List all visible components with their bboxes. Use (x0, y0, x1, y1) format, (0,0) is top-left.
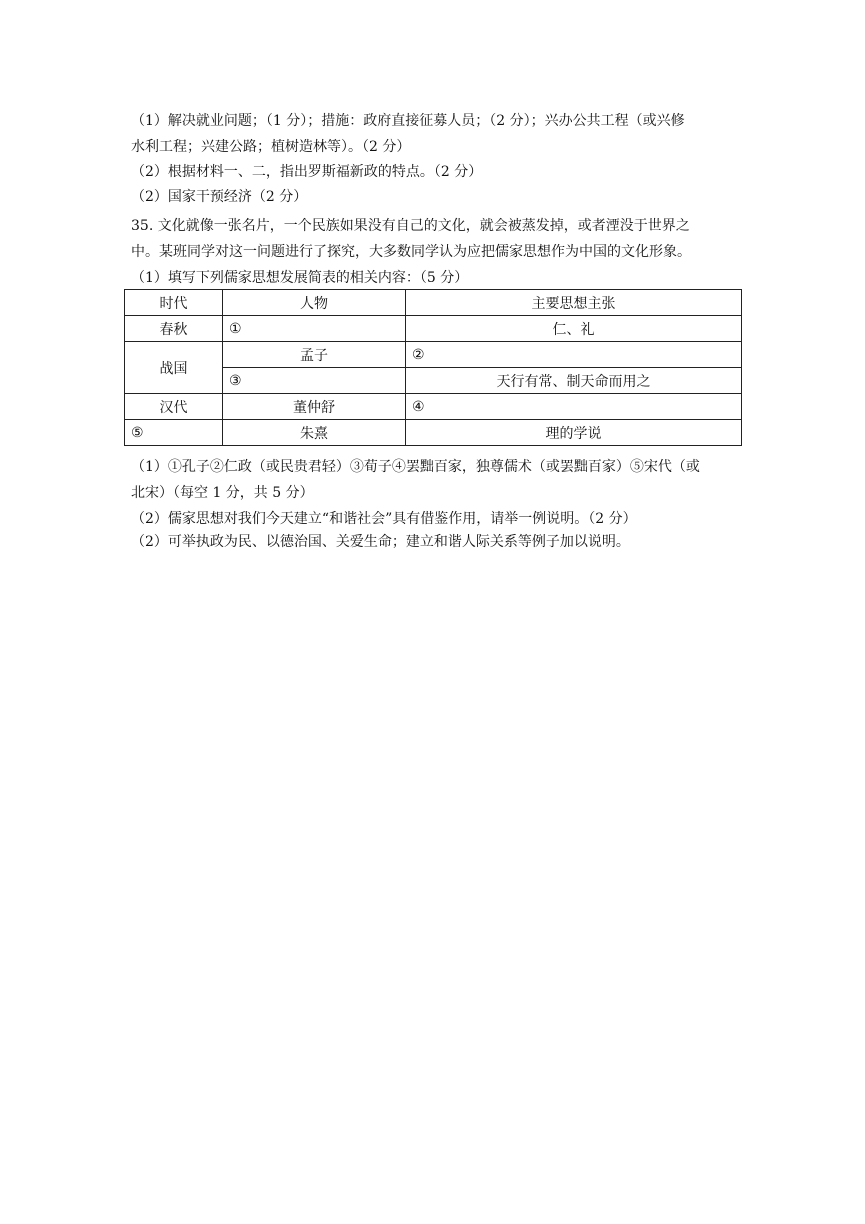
cell-person: ③ (223, 368, 406, 394)
cell-ideas: 天行有常、制天命而用之 (406, 368, 742, 394)
table-header-row (125, 290, 742, 316)
answer-35-2: （2）可举执政为民、以德治国、关爱生命；建立和谐人际关系等例子加以说明。 (131, 534, 630, 550)
question-line-3: （2）根据材料一、二，指出罗斯福新政的特点。（2 分） (131, 164, 483, 180)
question-35-sub1: （1）填写下列儒家思想发展简表的相关内容：（5 分） (131, 270, 469, 286)
header-person: 人物 (223, 290, 406, 316)
table-row (125, 342, 742, 368)
answer-line-4: （2）国家干预经济（2 分） (131, 189, 308, 205)
table-row (125, 394, 742, 420)
cell-era: ⑤ (125, 420, 223, 446)
cell-person: ① (223, 316, 406, 342)
cell-person: 孟子 (223, 342, 406, 368)
question-35-line-2: 中。某班同学对这一问题进行了探究，大多数同学认为应把儒家思想作为中国的文化形象。 (131, 244, 691, 260)
confucianism-table (124, 289, 741, 446)
header-era: 时代 (125, 290, 223, 316)
header-ideas: 主要思想主张 (406, 290, 742, 316)
answer-35-1-line-2: 北宋）（每空 1 分，共 5 分） (131, 485, 314, 501)
answer-line-1: （1）解决就业问题；（1 分）；措施：政府直接征募人员；（2 分）；兴办公共工程（或兴修 (131, 113, 685, 129)
cell-era: 战国 (125, 342, 223, 394)
cell-ideas: ④ (406, 394, 742, 420)
answer-35-1-line-1: （1）①孔子②仁政（或民贵君轻）③荀子④罢黜百家，独尊儒术（或罢黜百家）⑤宋代（或 (131, 459, 700, 475)
answer-line-2: 水利工程；兴建公路；植树造林等）。（2 分） (131, 139, 411, 155)
question-35-sub2: （2）儒家思想对我们今天建立“和谐社会”具有借鉴作用，请举一例说明。（2 分） (131, 511, 637, 527)
question-35-line-1: 35. 文化就像一张名片，一个民族如果没有自己的文化，就会被蒸发掉，或者湮没于世界之 (131, 218, 690, 234)
table-row (125, 316, 742, 342)
cell-ideas: ② (406, 342, 742, 368)
table-row (125, 420, 742, 446)
cell-ideas: 仁、礼 (406, 316, 742, 342)
cell-person: 董仲舒 (223, 394, 406, 420)
cell-ideas: 理的学说 (406, 420, 742, 446)
cell-person: 朱熹 (223, 420, 406, 446)
cell-era: 春秋 (125, 316, 223, 342)
cell-era: 汉代 (125, 394, 223, 420)
